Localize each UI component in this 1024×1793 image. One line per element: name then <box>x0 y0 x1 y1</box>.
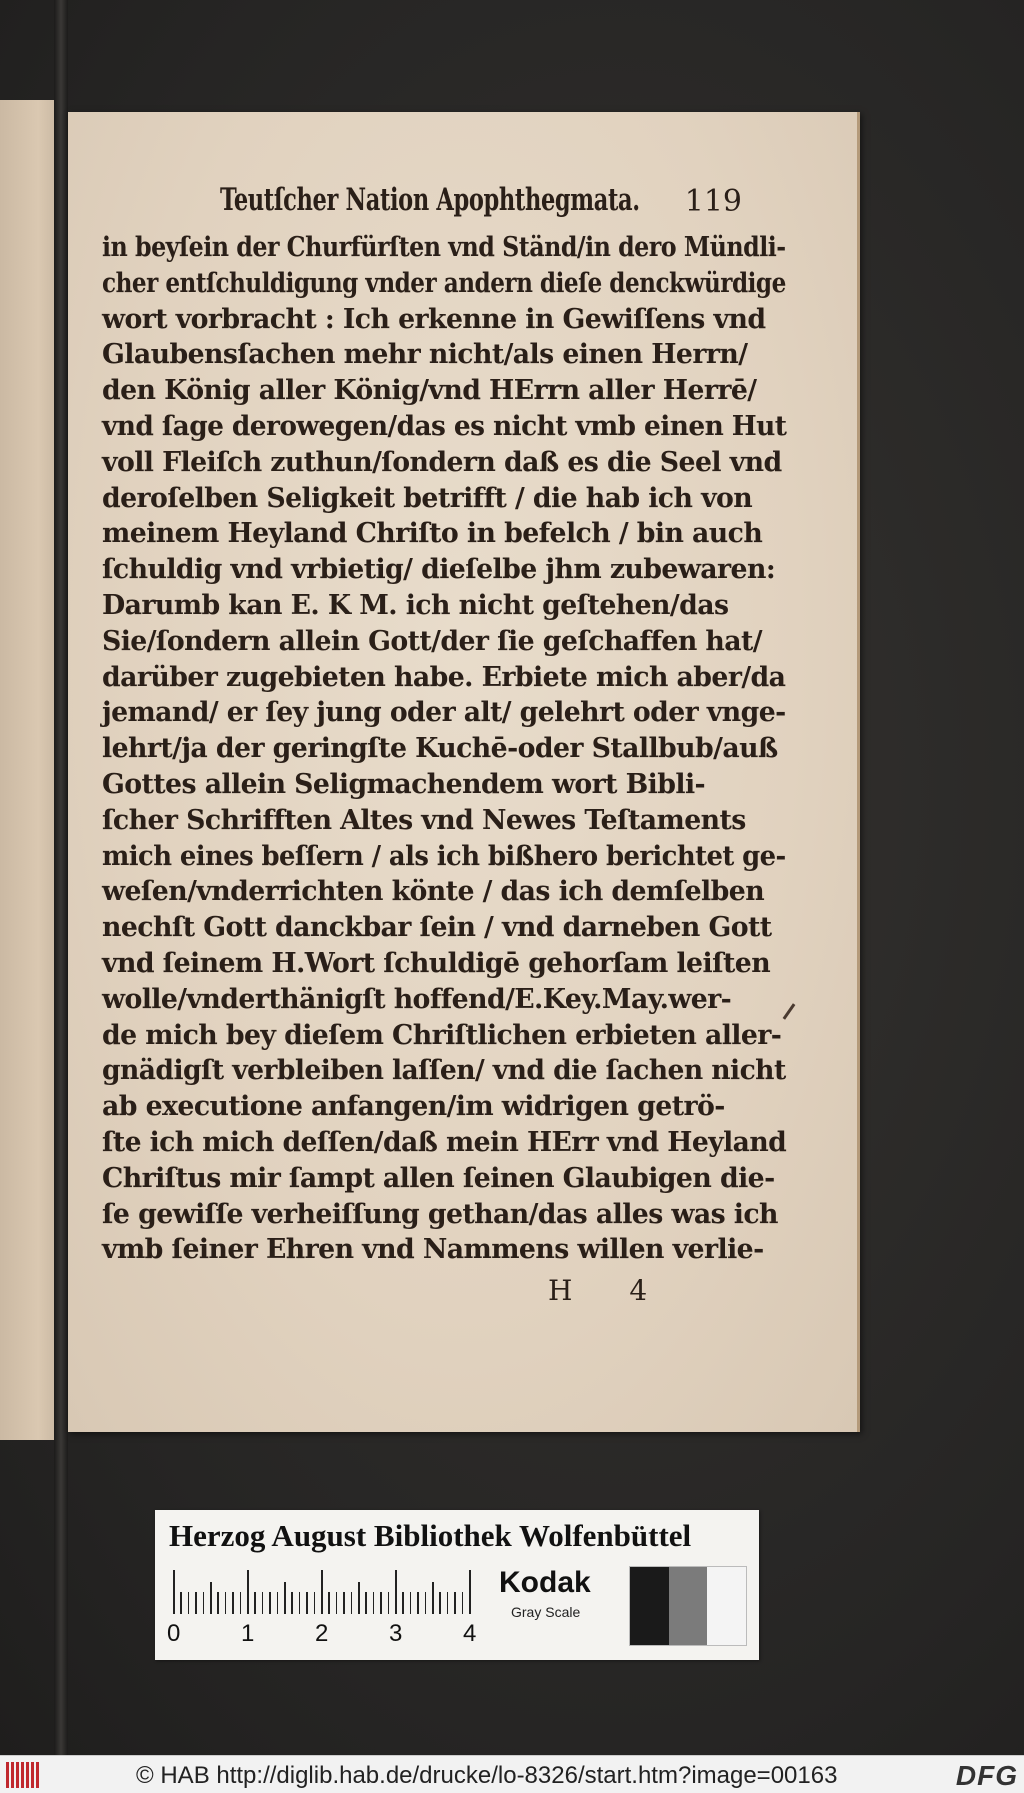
gray-scale-label: Gray Scale <box>511 1604 581 1620</box>
text-line: nechſt Gott danckbar ſein / vnd darneben Gott <box>102 912 772 944</box>
ruler-tick <box>291 1592 293 1614</box>
text-line: deroſelben Seligkeit betrifft / die hab ich von <box>102 482 753 514</box>
ruler-tick <box>188 1592 190 1614</box>
ruler-tick <box>225 1592 227 1614</box>
ruler-tick <box>380 1592 382 1614</box>
text-line: de mich bey dieſem Chriſtlichen erbieten aller- <box>102 1019 782 1051</box>
ruler-tick <box>180 1592 182 1614</box>
text-line: meinem Heyland Chriſto in befelch / bin auch <box>102 518 763 550</box>
text-line: darüber zugebieten habe. Erbiete mich aber/da <box>102 661 786 693</box>
text-line: ſchuldig vnd vrbietig/ dieſelbe jhm zubewaren: <box>102 554 776 586</box>
ruler-tick <box>328 1592 330 1614</box>
measurement-ruler <box>173 1570 473 1614</box>
binding-gutter <box>54 0 68 1755</box>
ruler-tick <box>351 1592 353 1614</box>
ruler-tick <box>299 1592 301 1614</box>
gray-scale-swatches <box>629 1566 747 1646</box>
text-line: voll Fleiſch zuthun/ſondern daß es die Seel vnd <box>102 446 782 478</box>
ruler-tick <box>410 1592 412 1614</box>
text-line: gnädigſt verbleiben laſſen/ vnd die ſachen nicht <box>102 1055 786 1087</box>
ruler-tick <box>469 1570 471 1614</box>
gray-swatch <box>669 1567 708 1645</box>
kodak-logo: Kodak <box>499 1566 591 1599</box>
ruler-tick <box>210 1582 212 1614</box>
ruler-tick <box>232 1592 234 1614</box>
text-line: mich eines beſſern / als ich bißhero berichtet ge- <box>102 840 786 872</box>
page-number: 119 <box>684 184 742 219</box>
ruler-label: 4 <box>463 1620 477 1647</box>
text-line: den König aller König/vnd HErrn aller Herrē/ <box>102 375 757 407</box>
text-line: cher entſchuldigung vnder andern dieſe denckwürdige <box>102 267 786 299</box>
book-page <box>68 112 860 1432</box>
ruler-tick <box>358 1582 360 1614</box>
source-url-link[interactable]: © HAB http://diglib.hab.de/drucke/lo-8326/start.htm?image=00163 <box>136 1762 838 1789</box>
text-line: jemand/ er ſey jung oder alt/ gelehrt oder vnge- <box>102 697 786 729</box>
ruler-label: 1 <box>241 1620 255 1647</box>
ruler-tick <box>447 1592 449 1614</box>
text-line: Darumb kan E. K M. ich nicht geſtehen/das <box>102 589 729 621</box>
ruler-tick <box>217 1592 219 1614</box>
text-line: wort vorbracht : Ich erkenne in Gewiſſens vnd <box>102 303 766 335</box>
ruler-tick <box>402 1592 404 1614</box>
text-line: Sie/ſondern allein Gott/der ſie geſchaffen hat/ <box>102 625 762 657</box>
hab-logo-icon <box>6 1762 46 1788</box>
text-line: ſte ich mich deſſen/daß mein HErr vnd Heyland <box>102 1126 787 1158</box>
ruler-tick <box>432 1582 434 1614</box>
ruler-tick <box>306 1592 308 1614</box>
ruler-label: 3 <box>389 1620 403 1647</box>
text-line: lehrt/ja der geringſte Kuchē-oder Stallbub/auß <box>102 733 778 765</box>
ruler-label: 2 <box>315 1620 329 1647</box>
ruler-label: 0 <box>167 1620 181 1647</box>
library-name: Herzog August Bibliothek Wolfenbüttel <box>169 1518 692 1553</box>
ruler-tick <box>284 1582 286 1614</box>
ruler-tick <box>373 1592 375 1614</box>
ruler-tick <box>240 1592 242 1614</box>
catchword-signature: H 4 <box>548 1274 672 1307</box>
ruler-tick <box>425 1592 427 1614</box>
ruler-tick <box>462 1592 464 1614</box>
color-calibration-card <box>155 1510 759 1660</box>
ruler-tick <box>195 1592 197 1614</box>
dfg-logo: DFG <box>955 1760 1018 1791</box>
text-line: ſe gewiſſe verheiſſung gethan/das alles was ich <box>102 1198 778 1230</box>
text-line: ab executione anfangen/im widrigen getrö- <box>102 1091 725 1123</box>
body-text <box>102 230 792 1268</box>
ruler-tick <box>395 1570 397 1614</box>
footer-bar <box>0 1755 1024 1793</box>
ruler-tick <box>314 1592 316 1614</box>
text-line: Gottes allein Seligmachendem wort Bibli- <box>102 768 706 800</box>
ruler-tick <box>247 1570 249 1614</box>
text-line: weſen/vnderrichten könte / das ich demſelben <box>102 876 765 908</box>
ruler-tick <box>365 1592 367 1614</box>
ruler-labels <box>167 1620 497 1650</box>
ruler-tick <box>454 1592 456 1614</box>
text-line: vnd ſage derowegen/das es nicht vmb einen Hut <box>102 410 787 442</box>
page-header <box>152 182 742 226</box>
text-line: Glaubensſachen mehr nicht/als einen Herrn/ <box>102 339 748 371</box>
text-line: wolle/vnderthänigſt hoffend/E.Key.May.wer- <box>102 983 732 1015</box>
ruler-tick <box>277 1592 279 1614</box>
ruler-tick <box>173 1570 175 1614</box>
text-line: ſcher Schrifften Altes vnd Newes Teſtaments <box>102 804 746 836</box>
ruler-tick <box>336 1592 338 1614</box>
gray-swatch <box>707 1567 746 1645</box>
ruler-tick <box>203 1592 205 1614</box>
gray-swatch <box>630 1567 669 1645</box>
ruler-tick <box>254 1592 256 1614</box>
ruler-tick <box>343 1592 345 1614</box>
ruler-tick <box>388 1592 390 1614</box>
text-line: vnd ſeinem H.Wort ſchuldigē gehorſam leiſten <box>102 947 771 979</box>
ruler-tick <box>439 1592 441 1614</box>
ruler-tick <box>269 1592 271 1614</box>
ruler-tick <box>262 1592 264 1614</box>
text-line: vmb ſeiner Ehren vnd Nammens willen verlie- <box>102 1234 764 1266</box>
ruler-tick <box>417 1592 419 1614</box>
ruler-tick <box>321 1570 323 1614</box>
text-line: in beyſein der Churfürſten vnd Ständ/in dero Mündli- <box>102 232 786 263</box>
text-line: Chriſtus mir ſampt allen ſeinen Glaubigen die- <box>102 1162 775 1194</box>
running-head: Teutſcher Nation Apophthegmata. <box>220 182 640 218</box>
